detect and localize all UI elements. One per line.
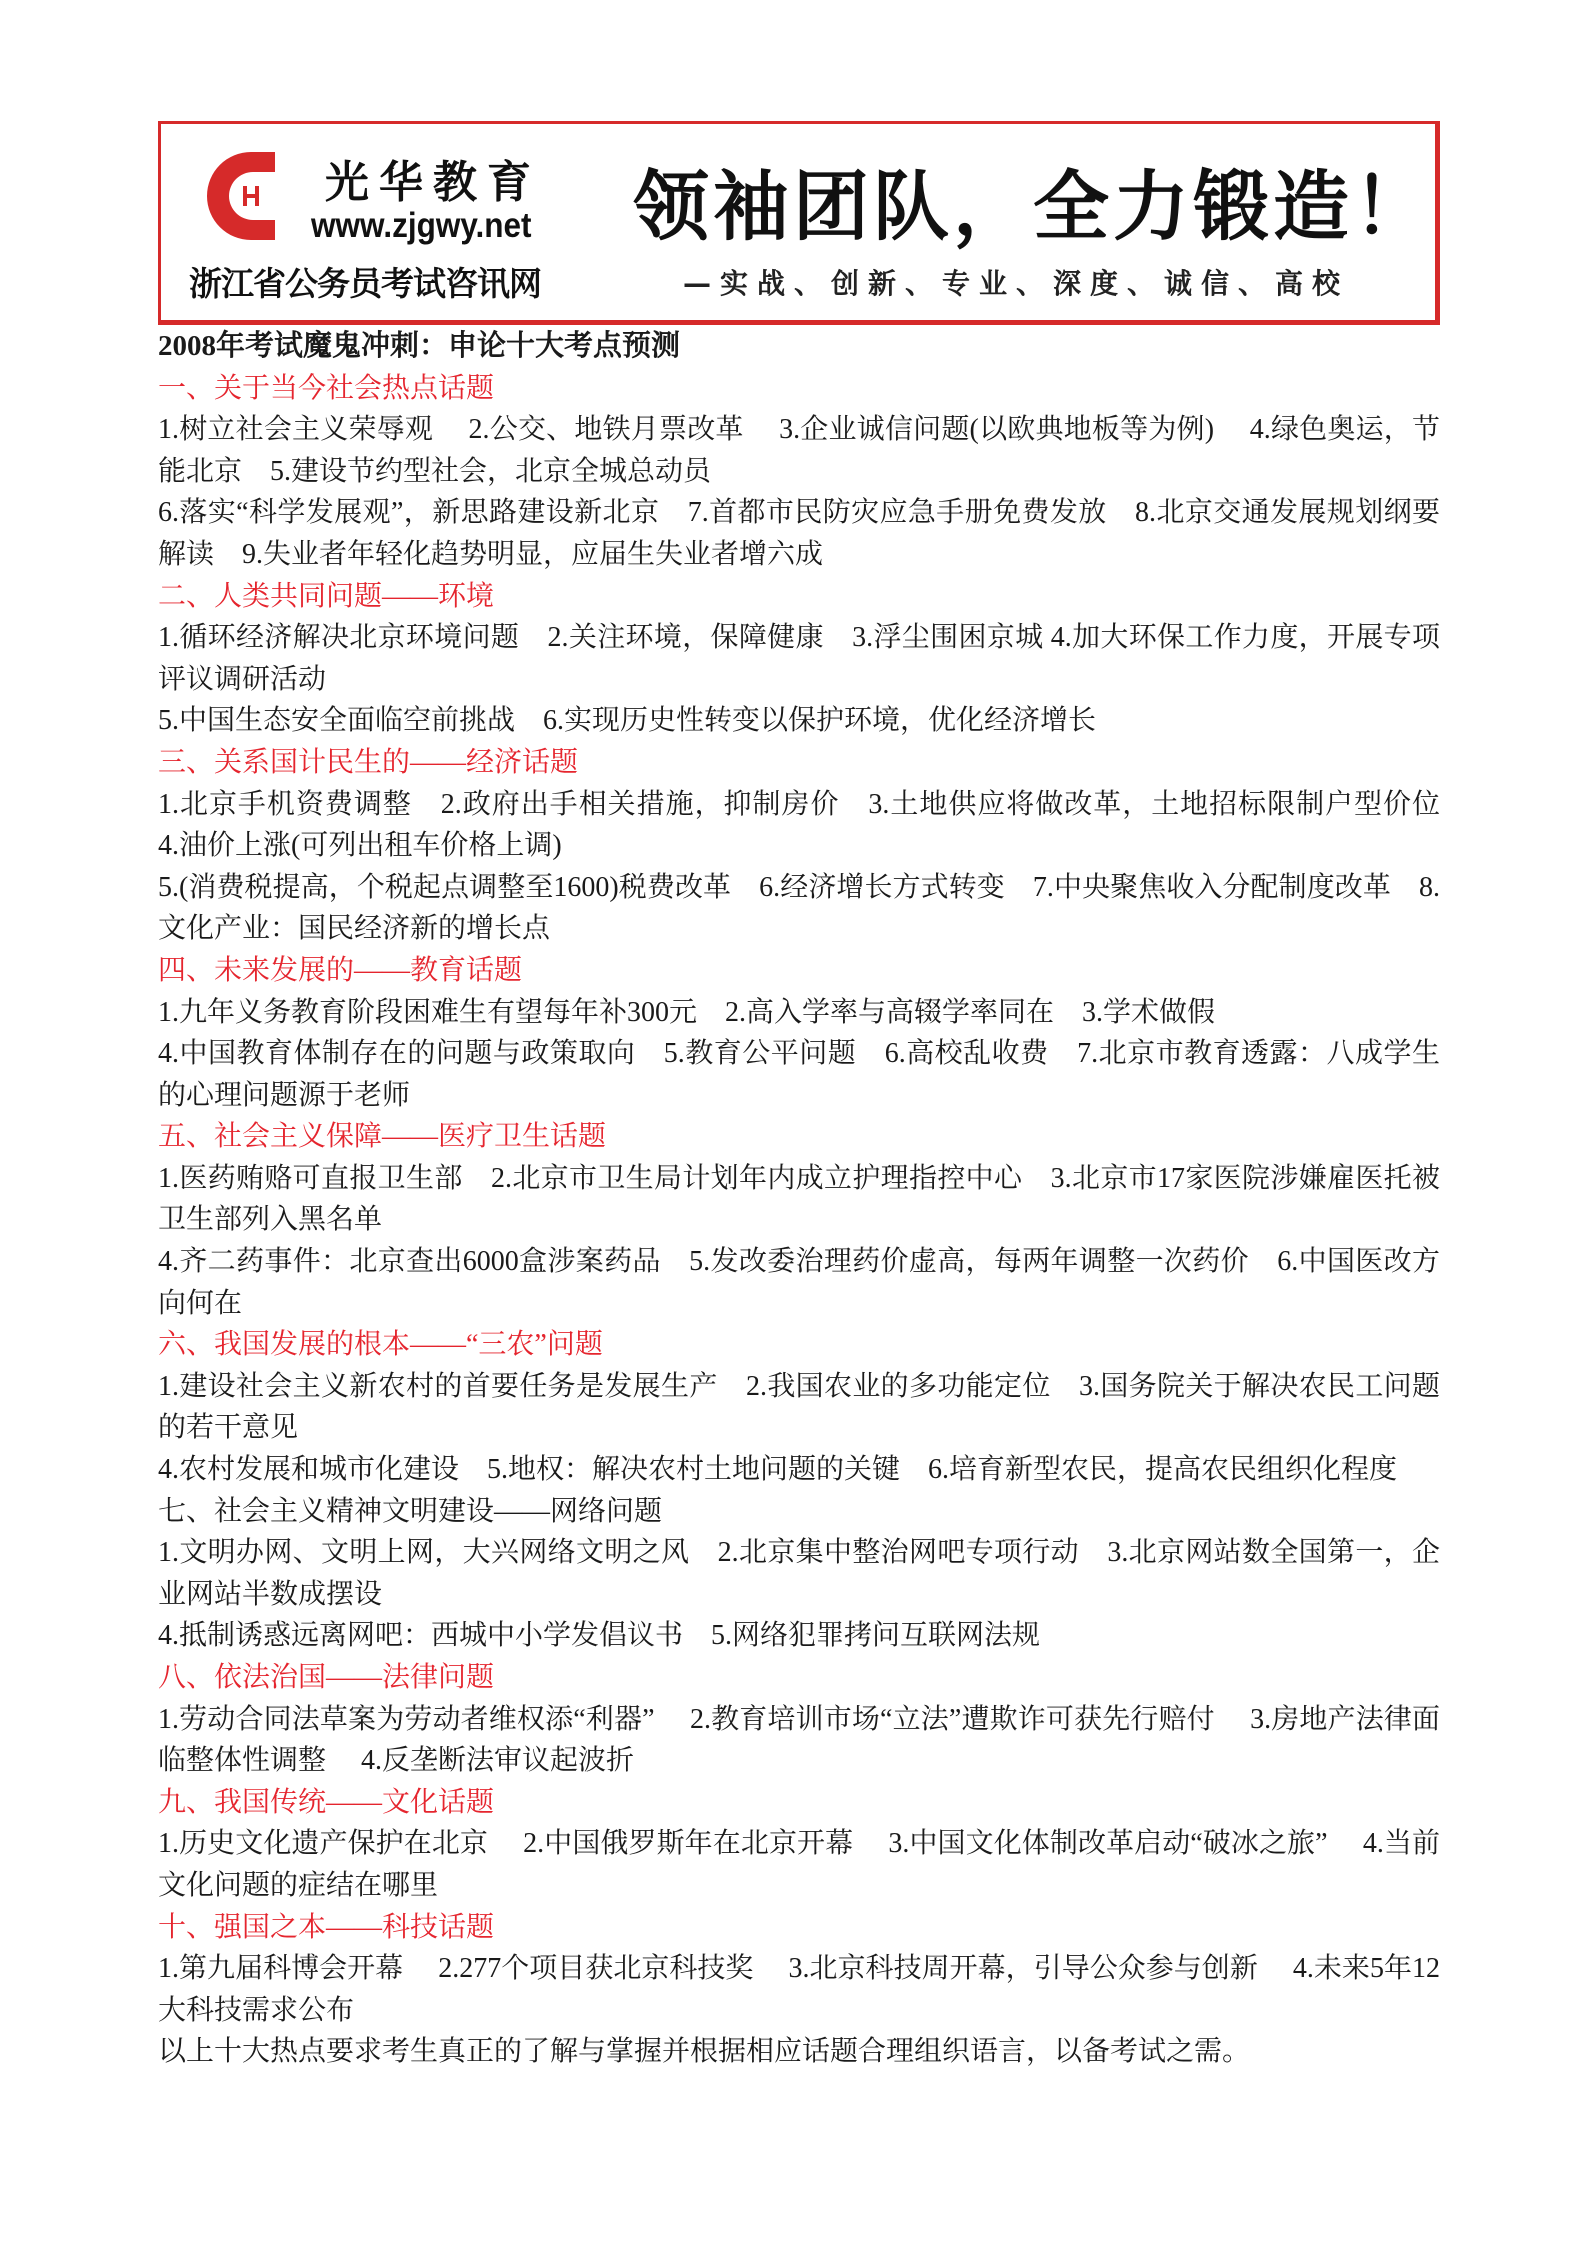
section-9 xyxy=(158,1782,1440,1907)
section-heading: 六、我国发展的根本——“三农”问题 xyxy=(158,1329,603,1361)
section-3 xyxy=(158,742,1469,950)
topic-paragraph: 1.循环经济解决北京环境问题 2.关注环境，保障健康 3.浮尘围困京城 4.加大环保工作力度，开展专项评议调研活动 xyxy=(158,622,1440,695)
section-8 xyxy=(158,1657,1440,1782)
guanghua-logo-icon xyxy=(195,146,303,246)
site-url: www.zjgwy.net xyxy=(311,206,532,245)
topic-paragraph: 1.第九届科博会开幕 2.277个项目获北京科技奖 3.北京科技周开幕，引导公众参与创新 4.未来5年12大科技需求公布 xyxy=(158,1953,1440,2026)
section-heading: 五、社会主义保障——医疗卫生话题 xyxy=(158,1121,607,1153)
topic-paragraph: 1.文明办网、文明上网，大兴网络文明之风 2.北京集中整治网吧专项行动 3.北京网站数全国第一，企业网站半数成摆设 xyxy=(158,1537,1440,1610)
section-7 xyxy=(158,1491,1440,1657)
section-heading: 七、社会主义精神文明建设——网络问题 xyxy=(158,1495,663,1527)
section-heading: 二、人类共同问题——环境 xyxy=(158,580,495,612)
section-2 xyxy=(158,576,1440,742)
section-heading: 九、我国传统——文化话题 xyxy=(158,1786,495,1818)
section-heading: 八、依法治国——法律问题 xyxy=(158,1662,495,1693)
slogan: 领袖团队，全力锻造！ xyxy=(633,162,1433,251)
topic-paragraph: 1.北京手机资费调整 2.政府出手相关措施，抑制房价 3.土地供应将做改革，土地招标限制户型价位 4.油价上涨(可列出租车价格上调) xyxy=(158,788,1469,862)
brand-name: 光华教育 xyxy=(325,157,541,208)
site-name: 浙江省公务员考试咨讯网 xyxy=(189,264,541,303)
topic-paragraph: 1.九年义务教育阶段困难生有望每年补300元 2.高入学率与高辍学率同在 3.学术做假 xyxy=(158,996,1216,1028)
topic-paragraph: 4.抵制诱惑远离网吧：西城中小学发倡议书 5.网络犯罪拷问互联网法规 xyxy=(158,1620,1041,1652)
section-10 xyxy=(158,1907,1440,2032)
section-heading: 四、未来发展的——教育话题 xyxy=(158,954,523,986)
tagline: —实战、创新、专业、深度、诚信、高校 xyxy=(683,267,1350,300)
section-heading: 一、关于当今社会热点话题 xyxy=(158,372,495,404)
topic-paragraph: 1.建设社会主义新农村的首要任务是发展生产 2.我国农业的多功能定位 3.国务院关于解决农民工问题的若干意见 xyxy=(158,1370,1440,1444)
topic-paragraph: 1.树立社会主义荣辱观 2.公交、地铁月票改革 3.企业诚信问题(以欧典地板等为例) 4.绿色奥运，节能北京 5.建设节约型社会，北京全城总动员 xyxy=(158,414,1440,487)
section-6 xyxy=(158,1324,1440,1490)
header-banner xyxy=(158,121,1440,325)
topic-paragraph: 6.落实“科学发展观”，新思路建设新北京 7.首都市民防灾应急手册免费发放 8.北京交通发展规划纲要解读 9.失业者年轻化趋势明显，应届生失业者增六成 xyxy=(158,497,1440,570)
section-heading: 十、强国之本——科技话题 xyxy=(158,1911,495,1943)
section-5 xyxy=(158,1116,1440,1324)
topic-paragraph: 5.(消费税提高，个税起点调整至1600)税费改革 6.经济增长方式转变 7.中央聚焦收入分配制度改革 8.文化产业：国民经济新的增长点 xyxy=(158,871,1440,945)
closing-paragraph: 以上十大热点要求考生真正的了解与掌握并根据相应话题合理组织语言，以备考试之需。 xyxy=(158,2036,1251,2068)
sections xyxy=(158,368,1469,2032)
section-1 xyxy=(158,368,1440,576)
topic-paragraph: 1.医药贿赂可直报卫生部 2.北京市卫生局计划年内成立护理指控中心 3.北京市17家医院涉嫌雇医托被卫生部列入黑名单 xyxy=(158,1162,1440,1236)
section-heading: 三、关系国计民生的——经济话题 xyxy=(158,746,579,778)
topic-paragraph: 4.农村发展和城市化建设 5.地权：解决农村土地问题的关键 6.培育新型农民，提高农民组织化程度 xyxy=(158,1454,1398,1486)
topic-paragraph: 5.中国生态安全面临空前挑战 6.实现历史性转变以保护环境，优化经济增长 xyxy=(158,705,1097,737)
document-body xyxy=(158,326,1469,2073)
topic-paragraph: 4.中国教育体制存在的问题与政策取向 5.教育公平问题 6.高校乱收费 7.北京市教育透露：八成学生的心理问题源于老师 xyxy=(158,1038,1440,1111)
topic-paragraph: 4.齐二药事件：北京查出6000盒涉案药品 5.发改委治理药价虚高，每两年调整一次药价 6.中国医改方向何在 xyxy=(158,1246,1440,1319)
document-title: 2008年考试魔鬼冲刺：申论十大考点预测 xyxy=(158,330,681,362)
section-4 xyxy=(158,950,1440,1116)
topic-paragraph: 1.劳动合同法草案为劳动者维权添“利器” 2.教育培训市场“立法”遭欺诈可获先行赔付 3.房地产法律面临整体性调整 4.反垄断法审议起波折 xyxy=(158,1703,1440,1777)
topic-paragraph: 1.历史文化遗产保护在北京 2.中国俄罗斯年在北京开幕 3.中国文化体制改革启动“破冰之旅” 4.当前文化问题的症结在哪里 xyxy=(158,1828,1440,1901)
